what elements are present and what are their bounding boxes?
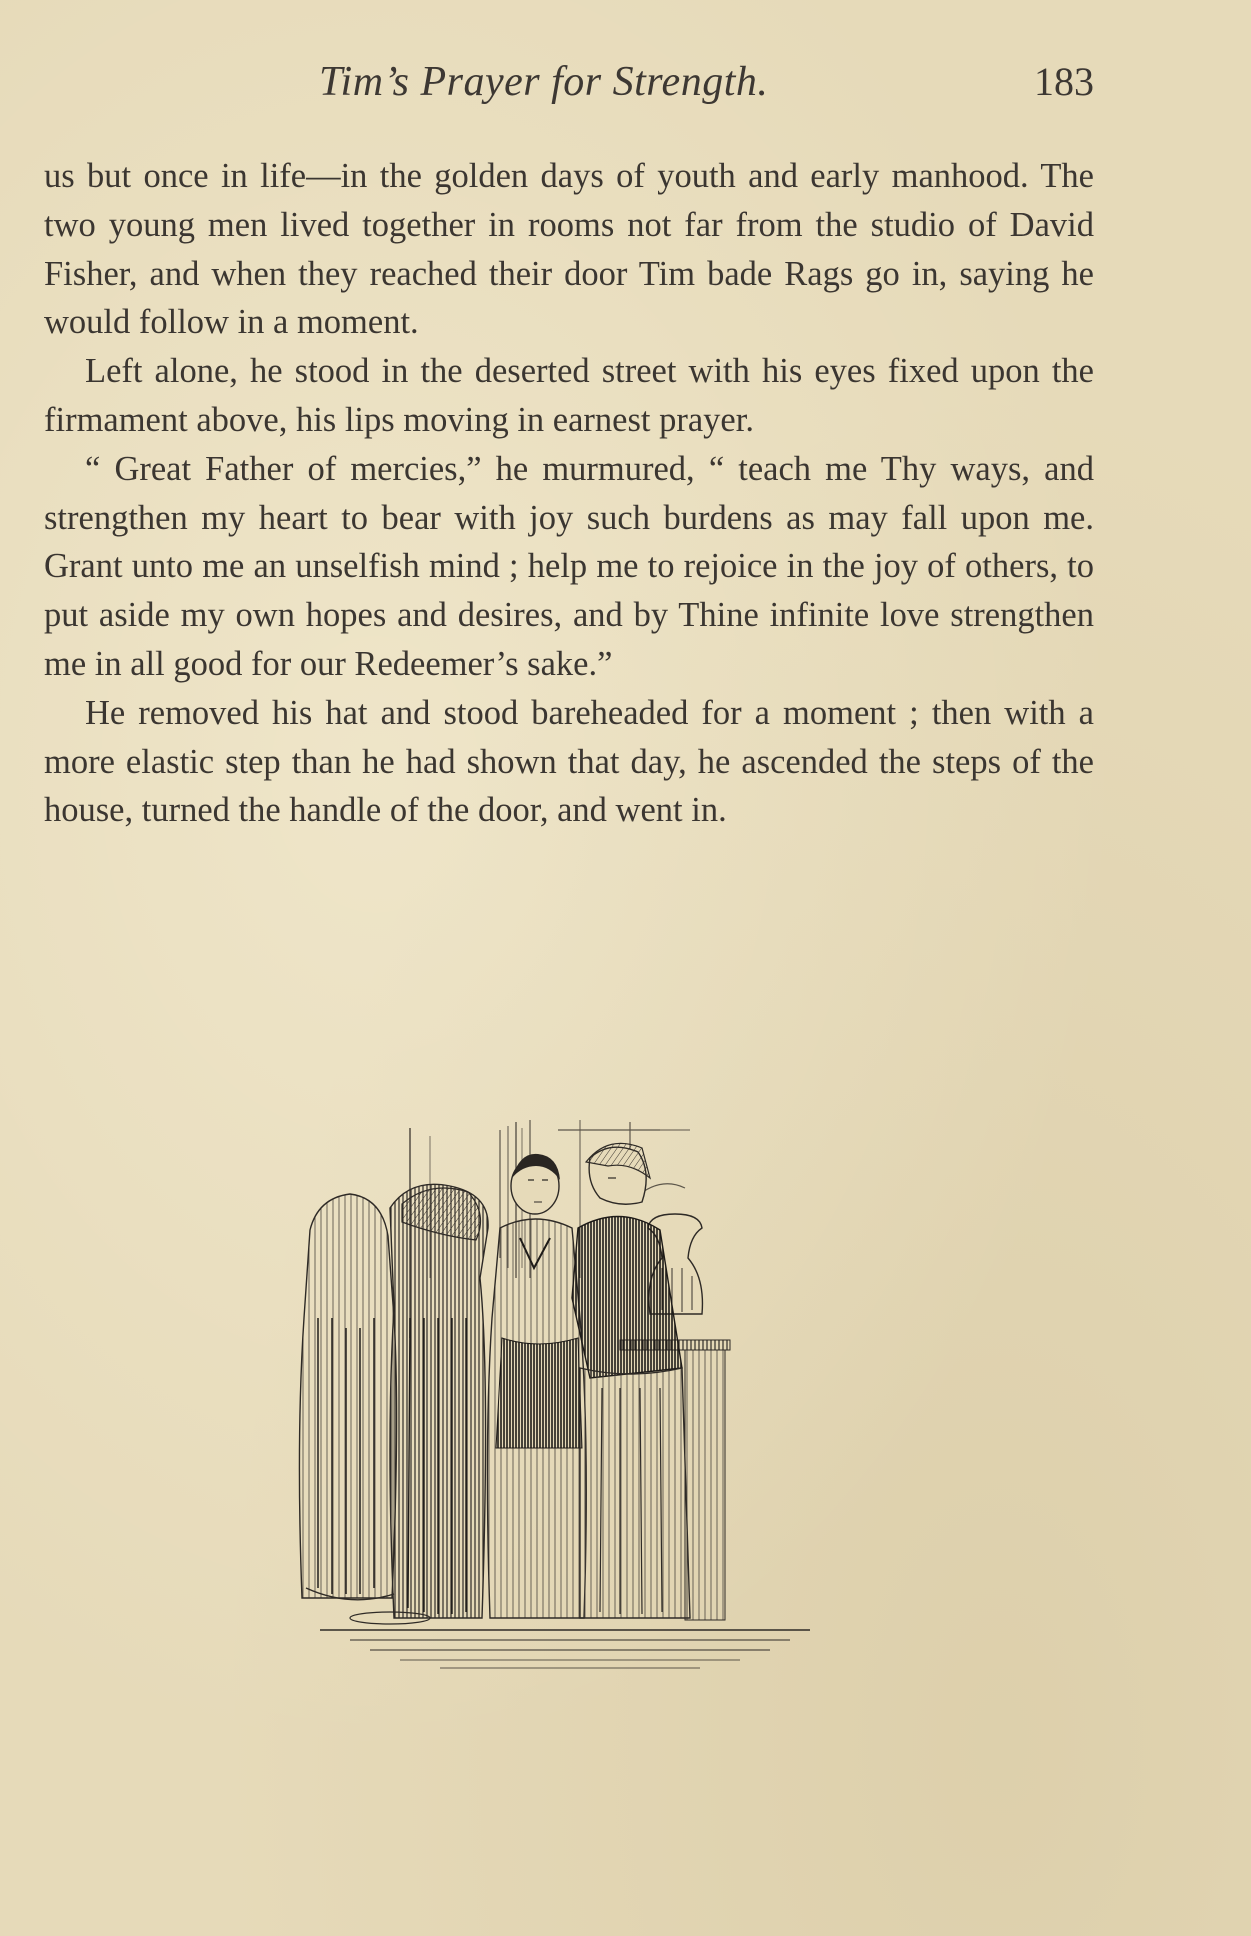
page-number: 183 [1034, 59, 1094, 104]
figure-center [487, 1154, 586, 1618]
figure-left [299, 1194, 396, 1600]
running-title: Tim’s Prayer for Strength. [319, 59, 769, 105]
paragraph-3: “ Great Father of mercies,” he murmured, “ teach me Thy ways, and strengthen my heart to bear with joy such burdens as may fall upon me. Grant unto me an unselfish mind ; help me to rejoice in the joy of others, to put aside my own hopes and desires, and by Thine infinite love strengthen me in all good for our Redeemer’s sake.” [44, 449, 1094, 683]
paragraph-4: He removed his hat and stood bareheaded for a moment ; then with a more elastic step than he had shown that day, he ascended the steps of the house, turned the handle of the door, and went in. [44, 693, 1094, 830]
figure-bending [390, 1184, 488, 1618]
paragraph-2: Left alone, he stood in the deserted street with his eyes fixed upon the firmament above, his lips moving in earnest prayer. [44, 352, 1094, 439]
paragraph-1: us but once in life—in the golden days of youth and early manhood. The two young men lived together in rooms not far from the studio of David Fisher, and when they reached their door Tim bade Rags go in, saying he would follow in a moment. [44, 157, 1094, 342]
body-text [44, 152, 1094, 835]
engraving-illustration [290, 1118, 850, 1678]
running-head [44, 58, 1094, 118]
floor-lines [320, 1612, 810, 1668]
